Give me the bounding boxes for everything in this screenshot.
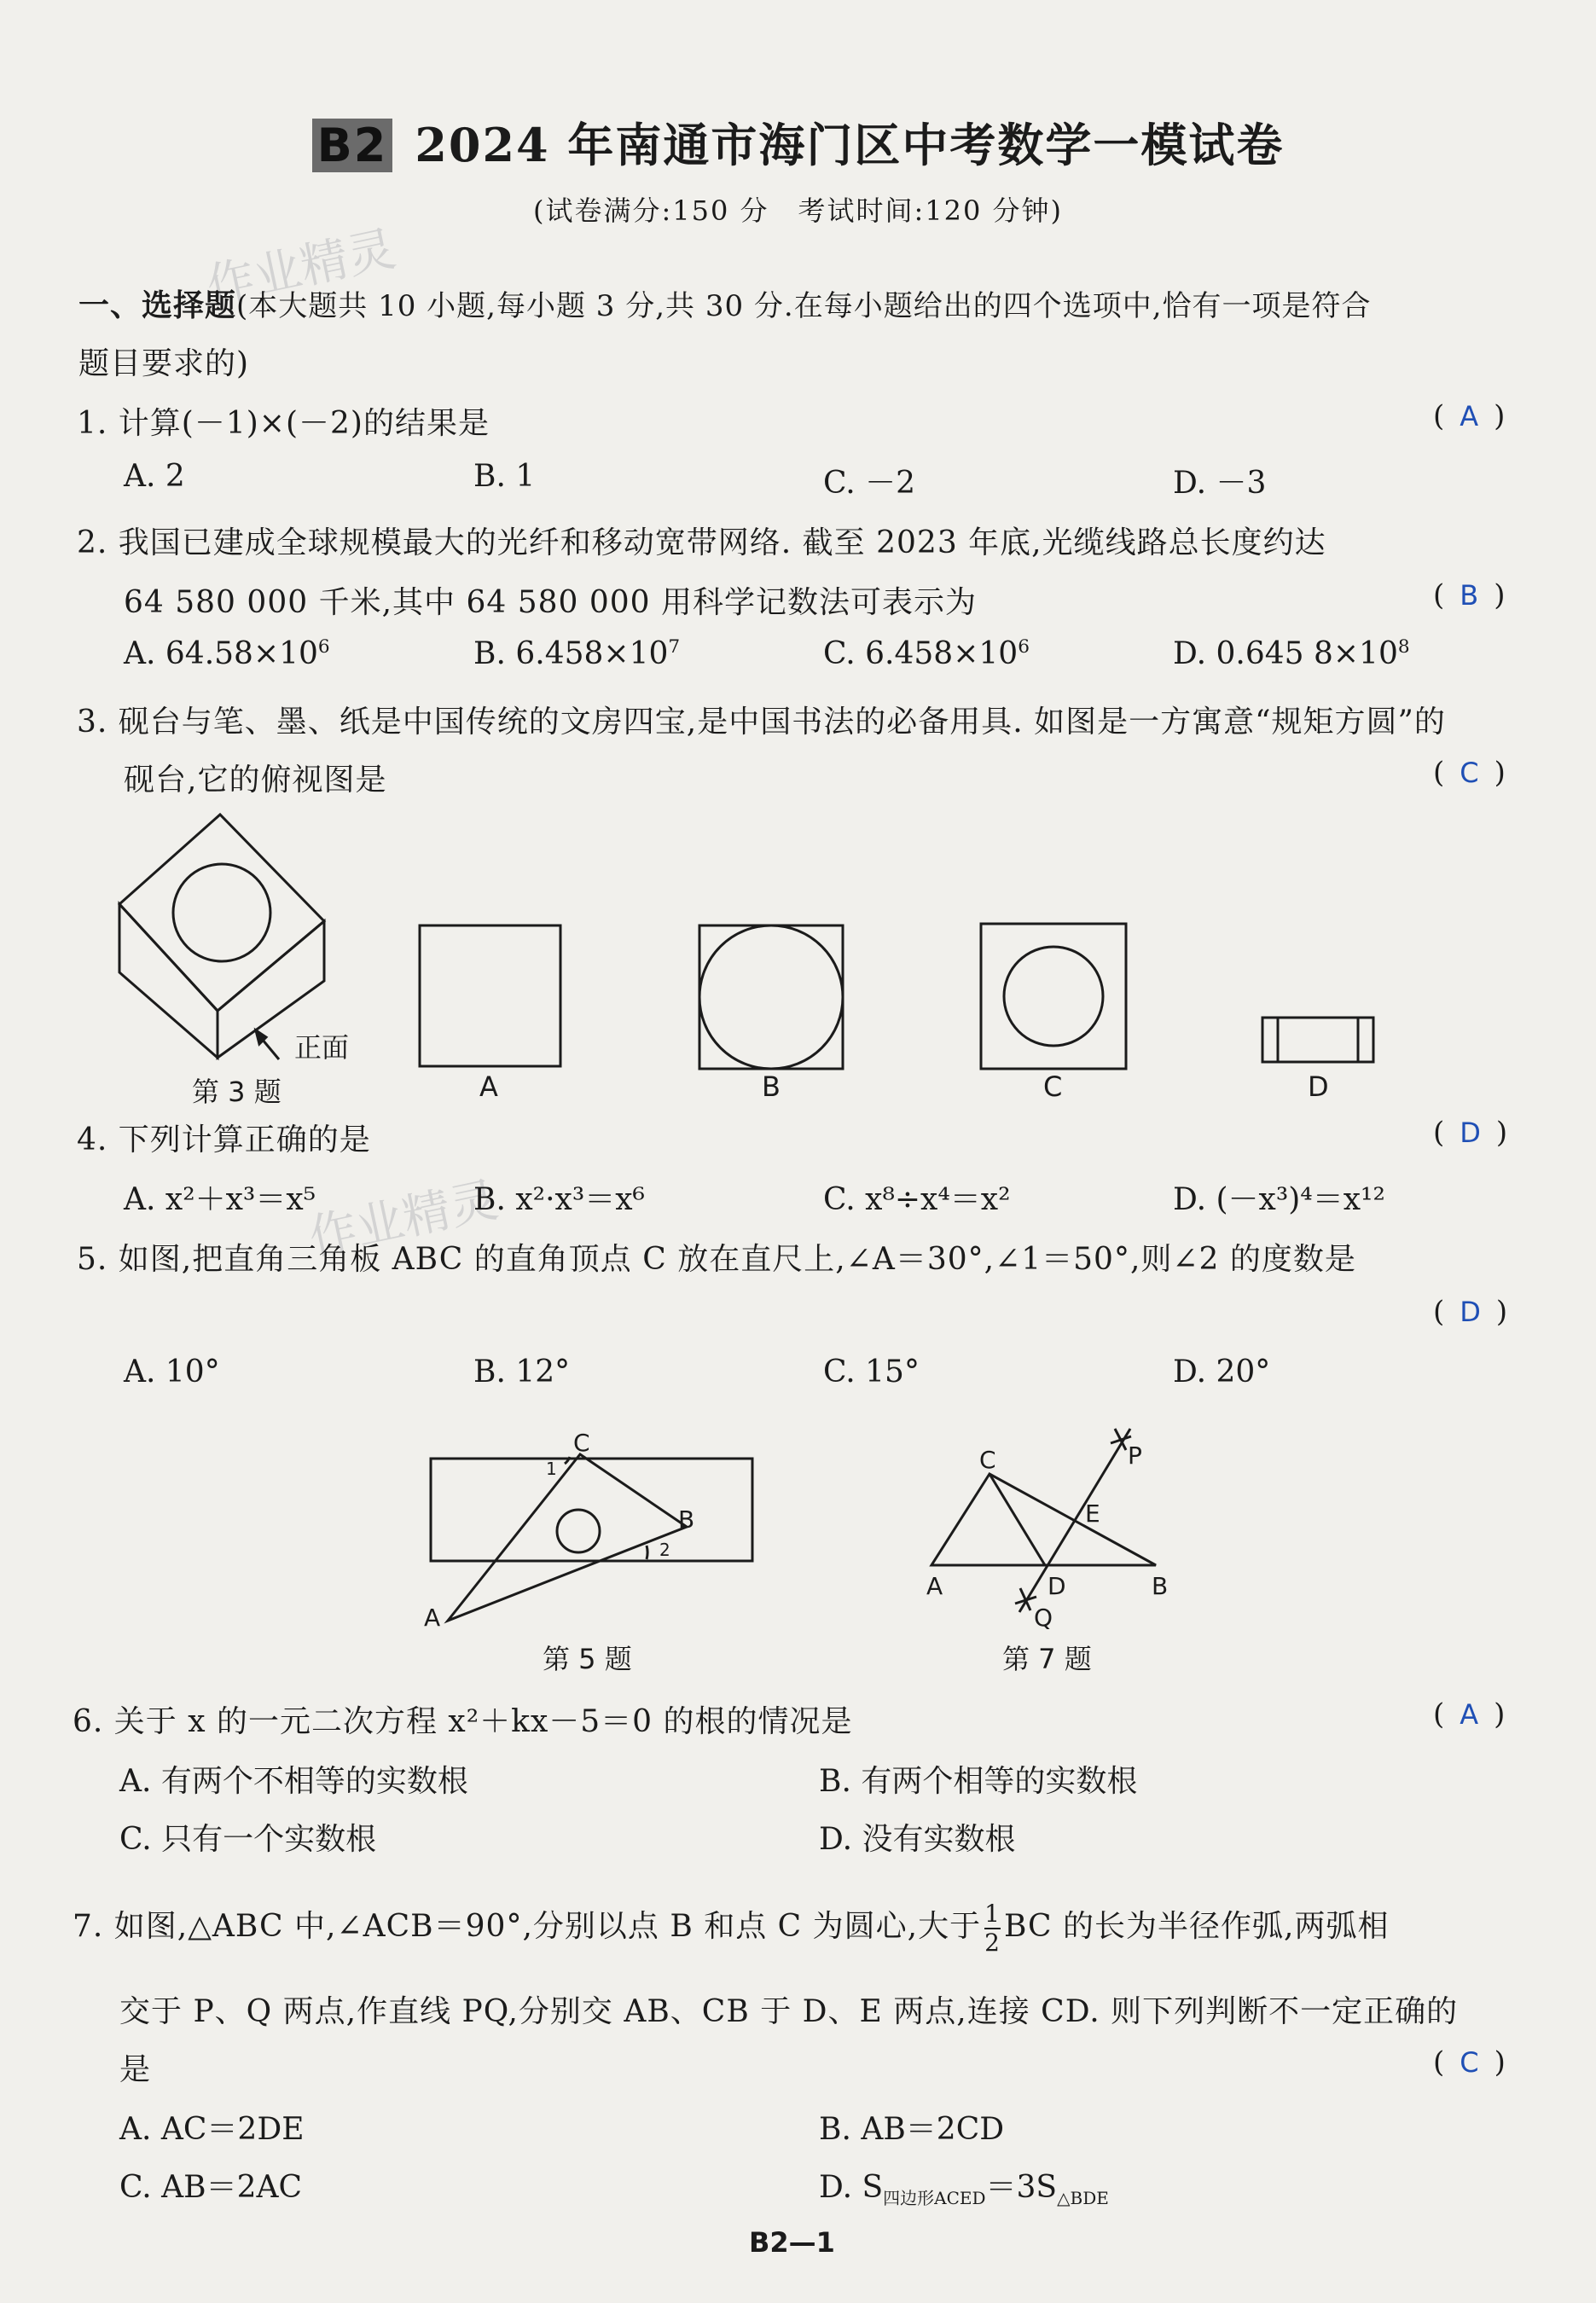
q2-option-a: A. $64.58\times 10^6$: [124, 636, 330, 671]
question-2-line2: 64 580 000 千米,其中 64 580 000 用科学记数法可表示为: [124, 585, 978, 620]
answer-4: ( D ): [1433, 1116, 1508, 1150]
watermark: 作业精灵: [304, 1172, 503, 1267]
question-7-line2: 交于 P、Q 两点,作直线 PQ,分别交 AB、CB 于 D、E 两点,连接 CD. 则下列判断不一定正确的: [119, 1994, 1459, 2029]
page-title: [0, 109, 1596, 175]
figure-5-caption: 第 5 题: [543, 1643, 632, 1675]
question-4: 4. 下列计算正确的是: [77, 1122, 371, 1157]
figure-label-d: D: [1308, 1070, 1329, 1103]
fig7-label-q: Q: [1034, 1604, 1053, 1632]
question-3: 3. 砚台与笔、墨、纸是中国传统的文房四宝,是中国书法的必备用具. 如图是一方寓意“规矩方圆”的: [77, 705, 1446, 740]
answer-3: ( C ): [1433, 756, 1506, 790]
paper-code: B2: [312, 119, 393, 172]
question-2: 2. 我国已建成全球规模最大的光纤和移动宽带网络. 截至 2023 年底,光缆线路总长度约达: [77, 525, 1326, 560]
answer-value: B: [1460, 579, 1479, 612]
q4-option-d: D. (－x³)⁴＝x¹²: [1173, 1182, 1385, 1217]
answer-value: A: [1460, 1698, 1479, 1731]
figure-label-b: B: [762, 1070, 781, 1103]
segment-cd: [990, 1474, 1045, 1565]
triangle-abc-7: [931, 1474, 1156, 1565]
question-7: 7. 如图,△ABC 中,∠ACB＝90°,分别以点 B 和点 C 为圆心,大于 $\frac{1}{2}$ BC 的长为半径作弧,两弧相: [73, 1900, 1390, 1957]
figure-label-c: C: [1043, 1070, 1063, 1103]
fig7-label-b: B: [1152, 1572, 1169, 1600]
section-title: 一、选择题: [78, 287, 237, 323]
section-desc: (本大题共 10 小题,每小题 3 分,共 30 分.在每小题给出的四个选项中,恰有一项是符合: [236, 289, 1372, 323]
fraction-half: $\frac{1}{2}$: [984, 1900, 1001, 1957]
fig7-label-d: D: [1048, 1572, 1066, 1600]
triangle-abc: [448, 1454, 687, 1621]
answer-7: ( C ): [1433, 2045, 1506, 2080]
question-3-line2: 砚台,它的俯视图是: [124, 763, 387, 798]
q1-option-c: C. －2: [823, 466, 916, 501]
q1-option-a: A. 2: [124, 459, 185, 494]
q6-option-d: D. 没有实数根: [819, 1822, 1016, 1857]
fig7-label-c: C: [979, 1446, 996, 1474]
q1-option-b: B. 1: [473, 459, 536, 494]
fig5-label-c: C: [573, 1429, 590, 1457]
q5-option-d: D. 20°: [1173, 1355, 1271, 1389]
page-subtitle: (试卷满分:150 分 考试时间:120 分钟): [532, 194, 1064, 227]
fig5-label-1: 1: [546, 1459, 557, 1479]
fig7-label-a: A: [926, 1572, 943, 1600]
watermark: 作业精灵: [201, 221, 401, 316]
q5-option-c: C. 15°: [823, 1355, 920, 1389]
fig5-label-2: 2: [659, 1540, 670, 1560]
answer-value: D: [1460, 1117, 1481, 1149]
fig7-label-e: E: [1085, 1500, 1100, 1528]
q5-q7-figures: [0, 1407, 1596, 1663]
ruler: [431, 1459, 752, 1561]
page-number: B2—1: [749, 2226, 835, 2259]
answer-1: ( A ): [1433, 399, 1506, 433]
q6-option-a: A. 有两个不相等的实数根: [119, 1764, 468, 1799]
q2-option-c: C. $6.458\times 10^6$: [823, 636, 1030, 671]
q2-option-d: D. 0.645 $8\times 10^8$: [1173, 636, 1410, 671]
section-desc-2: 题目要求的): [78, 346, 250, 381]
fig5-label-b: B: [678, 1505, 695, 1534]
line-pq: [1019, 1429, 1130, 1612]
q7-option-b: B. AB＝2CD: [819, 2112, 1005, 2147]
q4-option-b: B. x²·x³＝x⁶: [473, 1182, 645, 1217]
inkstone-figure: [119, 815, 324, 1058]
option-a-figure: [420, 925, 560, 1066]
answer-value: C: [1460, 757, 1479, 789]
q1-option-d: D. －3: [1173, 466, 1267, 501]
option-c-circle: [1004, 947, 1103, 1046]
figure-label-a: A: [479, 1070, 498, 1103]
title-text: 2024 年南通市海门区中考数学一模试卷: [415, 118, 1285, 172]
triangle-hole: [557, 1510, 600, 1552]
answer-value: C: [1460, 2046, 1479, 2079]
answer-value: A: [1460, 400, 1479, 432]
q5-option-b: B. 12°: [473, 1355, 571, 1389]
q6-option-c: C. 只有一个实数根: [119, 1822, 377, 1857]
answer-5: ( D ): [1433, 1295, 1508, 1329]
section-heading: [78, 281, 1372, 325]
answer-6: ( A ): [1433, 1697, 1506, 1732]
question-5: 5. 如图,把直角三角板 ABC 的直角顶点 C 放在直尺上,∠A＝30°,∠1＝50°,则∠2 的度数是: [77, 1242, 1356, 1277]
fig7-label-p: P: [1128, 1442, 1142, 1470]
fig5-label-a: A: [424, 1604, 441, 1632]
q7-option-a: A. AC＝2DE: [119, 2112, 305, 2147]
answer-2: ( B ): [1433, 578, 1506, 612]
answer-value: D: [1460, 1296, 1481, 1328]
front-label: 正面: [294, 1031, 350, 1064]
question-1: 1. 计算(－1)×(－2)的结果是: [77, 406, 490, 441]
figure-7-caption: 第 7 题: [1002, 1643, 1092, 1675]
figure-3-caption: 第 3 题: [192, 1076, 281, 1108]
q5-option-a: A. 10°: [124, 1355, 220, 1389]
q4-option-c: C. x⁸÷x⁴＝x²: [823, 1182, 1011, 1217]
q7-option-c: C. AB＝2AC: [119, 2170, 303, 2205]
q6-option-b: B. 有两个相等的实数根: [819, 1764, 1138, 1799]
q7-option-d: D. $S_{四边形ACED}=3S_{\triangle BDE}$: [819, 2170, 1109, 2209]
question-6: 6. 关于 x 的一元二次方程 x²＋kx－5＝0 的根的情况是: [73, 1704, 853, 1739]
q2-option-b: B. $6.458\times 10^7$: [473, 636, 681, 671]
q4-option-a: A. x²＋x³＝x⁵: [124, 1182, 316, 1217]
option-b-circle: [699, 925, 843, 1069]
question-7-line3: 是: [119, 2052, 152, 2087]
